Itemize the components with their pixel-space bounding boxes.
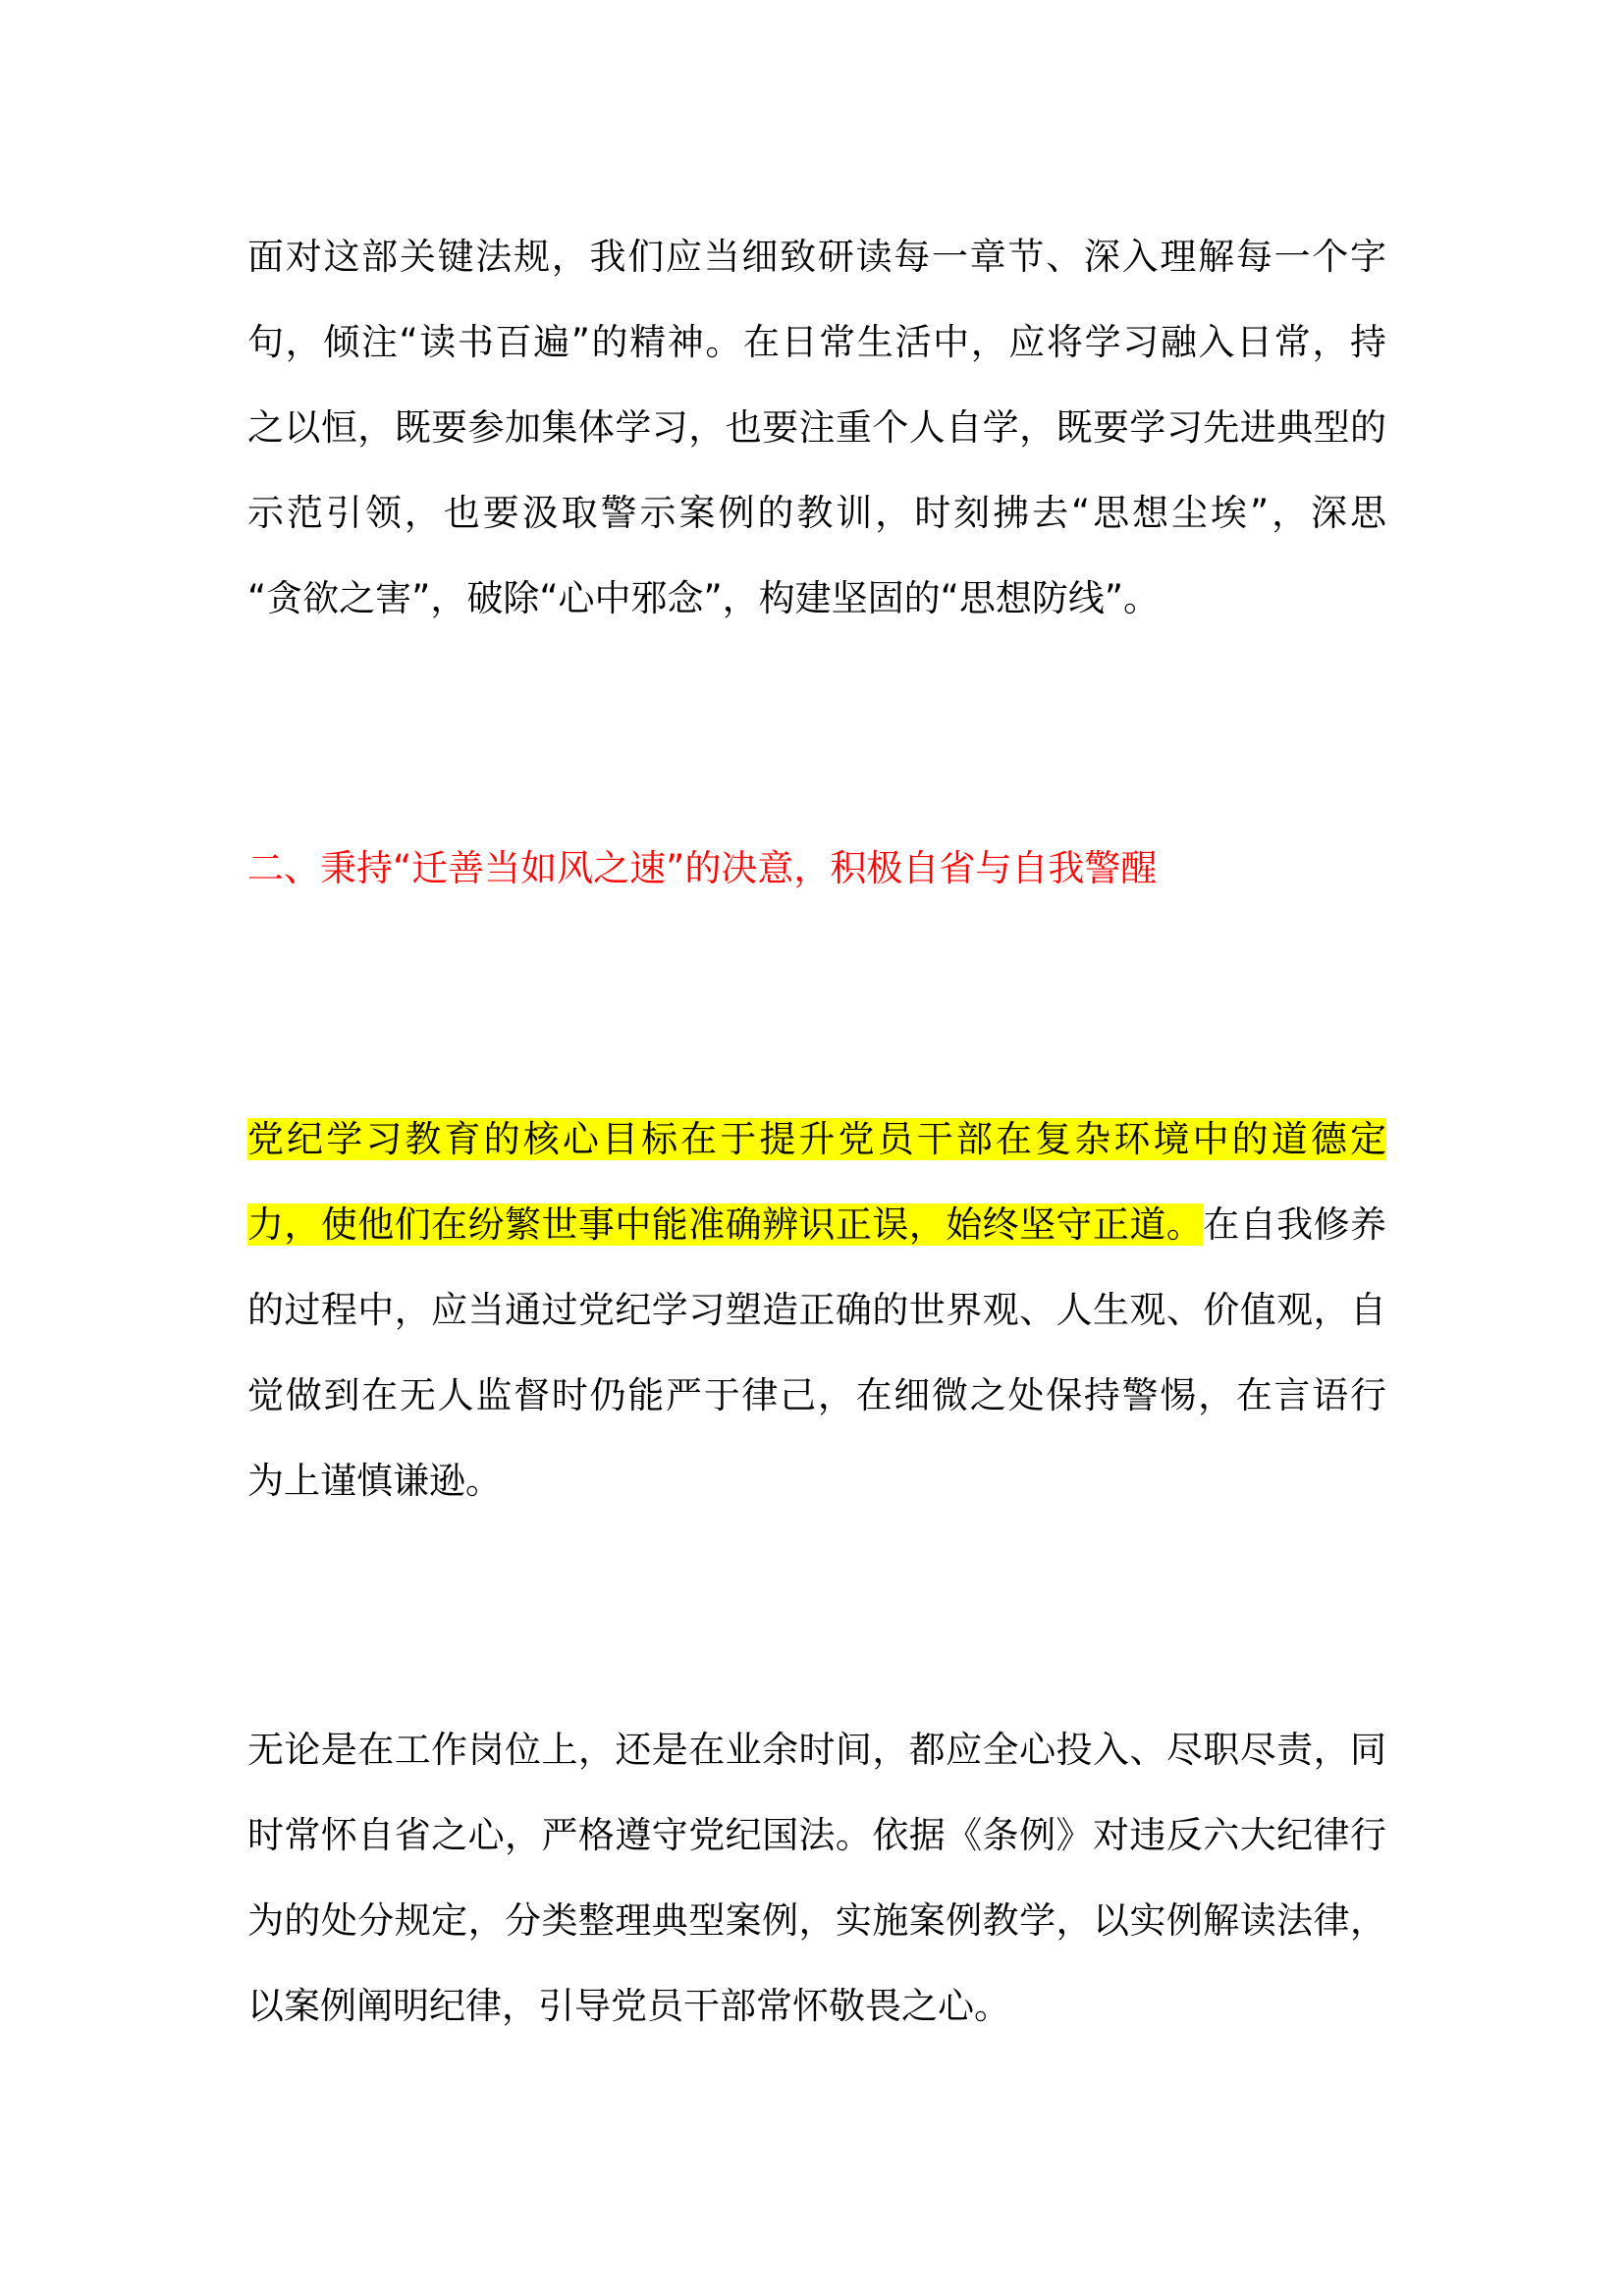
paragraph-line [247,1112,1386,1167]
paragraph-line: 示范引领，也要汲取警示案例的教训，时刻拂去“思想尘埃”，深思 [247,492,1386,534]
paragraph-line [247,1198,1386,1253]
paragraph-line: 为上谨慎谦逊。 [247,1460,502,1502]
highlighted-text: 党纪学习教育的核心目标在于提升党员干部在复杂环境中的道德定 [247,1118,1386,1160]
paragraph-line: 时常怀自省之心，严格遵守党纪国法。依据《条例》对违反六大纪律行 [247,1814,1386,1856]
paragraph-line: 觉做到在无人监督时仍能严于律己，在细微之处保持警惕，在言语行 [247,1374,1386,1416]
highlighted-text: 力，使他们在纷繁世事中能准确辨识正误，始终坚守正道。 [247,1203,1204,1246]
paragraph-line: “贪欲之害”，破除“心中邪念”，构建坚固的“思想防线”。 [247,577,1161,619]
section-heading: 二、秉持“迁善当如风之速”的决意，积极自省与自我警醒 [247,847,1158,889]
paragraph-line: 之以恒，既要参加集体学习，也要注重个人自学，既要学习先进典型的 [247,406,1386,449]
paragraph-line: 面对这部关键法规，我们应当细致研读每一章节、深入理解每一个字 [247,236,1386,278]
paragraph-line: 为的处分规定，分类整理典型案例，实施案例教学，以实例解读法律， [247,1899,1386,1942]
paragraph-line: 句，倾注“读书百遍”的精神。在日常生活中，应将学习融入日常，持 [247,321,1386,363]
paragraph-line: 以案例阐明纪律，引导党员干部常怀敬畏之心。 [247,1985,1010,2027]
paragraph-text: 在自我修养 [1203,1203,1386,1246]
paragraph-line: 无论是在工作岗位上，还是在业余时间，都应全心投入、尽职尽责，同 [247,1729,1386,1771]
paragraph-line: 的过程中，应当通过党纪学习塑造正确的世界观、人生观、价值观，自 [247,1289,1386,1331]
